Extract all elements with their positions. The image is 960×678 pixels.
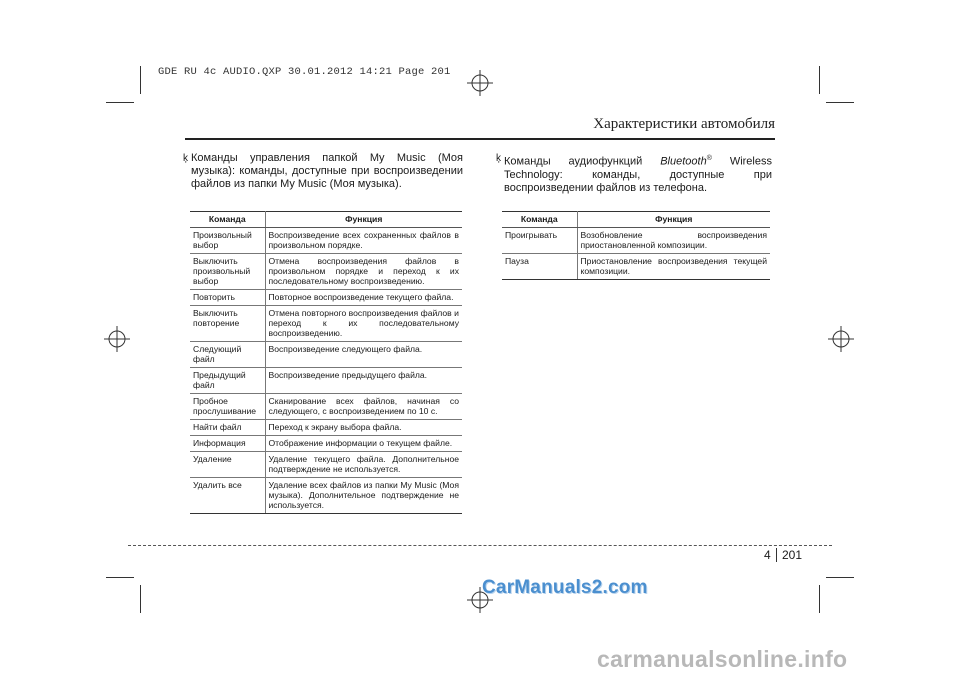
function-cell: Переход к экрану выбора файла. [265,420,462,436]
print-slug-line: GDE RU 4c AUDIO.QXP 30.01.2012 14:21 Page 201 [158,66,451,78]
command-cell: Информация [190,436,265,452]
function-cell: Отмена воспроизведения файлов в произвольном порядке и переход к их последовательному воспроизведению. [265,254,462,290]
function-cell: Воспроизведение всех сохраненных файлов в произвольном порядке. [265,228,462,254]
bullet-marker: ķ [183,153,188,164]
crop-mark [826,577,854,578]
function-cell: Удаление текущего файла. Дополнительное подтверждение не используется. [265,452,462,478]
command-cell: Пробное прослушивание [190,394,265,420]
command-cell: Удаление [190,452,265,478]
right-intro-paragraph [496,152,772,195]
bluetooth-audio-commands-table [502,211,770,280]
command-cell: Удалить все [190,478,265,514]
function-cell: Воспроизведение предыдущего файла. [265,368,462,394]
table-row [190,368,462,394]
column-header-function: Функция [577,212,770,228]
page-number: 201 [782,548,803,562]
column-header-command: Команда [190,212,265,228]
footer-dashed-rule [128,545,832,546]
command-cell: Пауза [502,254,577,280]
table-row [502,254,770,280]
command-cell: Выключить повторение [190,306,265,342]
registration-mark-icon [104,326,130,352]
function-cell: Возобновление воспроизведения приостановленной композиции. [577,228,770,254]
table-row [190,478,462,514]
footer-separator [776,548,777,562]
function-cell: Приостановление воспроизведения текущей композиции. [577,254,770,280]
table-row [502,228,770,254]
table-row [190,306,462,342]
table-row [190,436,462,452]
table-row [190,420,462,436]
watermark-carmanuals2: CarManuals2.com [482,577,648,598]
header-rule [185,138,775,140]
function-cell: Воспроизведение следующего файла. [265,342,462,368]
crop-mark [106,577,134,578]
command-cell: Повторить [190,290,265,306]
function-cell: Отображение информации о текущем файле. [265,436,462,452]
crop-mark [819,585,820,613]
crop-mark [140,66,141,94]
left-intro-paragraph [183,152,463,191]
table-header-row [502,212,770,228]
table-header-row [190,212,462,228]
command-cell: Предыдущий файл [190,368,265,394]
my-music-commands-table [190,211,462,514]
registration-mark-icon [828,326,854,352]
right-intro-text-lead: Команды аудиофункций [504,155,661,168]
crop-mark [106,102,134,103]
watermark-carmanualsonline: carmanualsonline.info [597,646,848,672]
crop-mark [826,102,854,103]
column-header-command: Команда [502,212,577,228]
table-row [190,394,462,420]
table-row [190,254,462,290]
table-row [190,290,462,306]
chapter-number: 4 [764,548,771,562]
function-cell: Удаление всех файлов из папки My Music (Моя музыка). Дополнительное подтверждение не используется. [265,478,462,514]
command-cell: Следующий файл [190,342,265,368]
command-cell: Выключить произвольный выбор [190,254,265,290]
table-row [190,452,462,478]
function-cell: Сканирование всех файлов, начиная со следующего, с воспроизведением по 10 с. [265,394,462,420]
function-cell: Повторное воспроизведение текущего файла. [265,290,462,306]
column-header-function: Функция [265,212,462,228]
bullet-marker: ķ [496,153,501,164]
crop-mark [140,585,141,613]
table-row [190,228,462,254]
crop-mark [819,66,820,94]
right-intro-text-tail: Wireless Technology: команды, доступные при воспроизведении файлов из телефона. [504,155,772,194]
function-cell: Отмена повторного воспроизведения файлов и переход к их последовательному воспроизведению. [265,306,462,342]
registered-mark: ® [706,155,712,162]
command-cell: Проигрывать [502,228,577,254]
bluetooth-brand-text: Bluetooth [660,155,707,168]
table-row [190,342,462,368]
command-cell: Найти файл [190,420,265,436]
page-section-title: Характеристики автомобиля [593,116,775,132]
registration-mark-icon [467,70,493,96]
command-cell: Произвольный выбор [190,228,265,254]
left-intro-text: Команды управления папкой My Music (Моя музыка): команды, доступные при воспроизведении файлов из папки My Music (Моя музыка). [191,152,463,190]
